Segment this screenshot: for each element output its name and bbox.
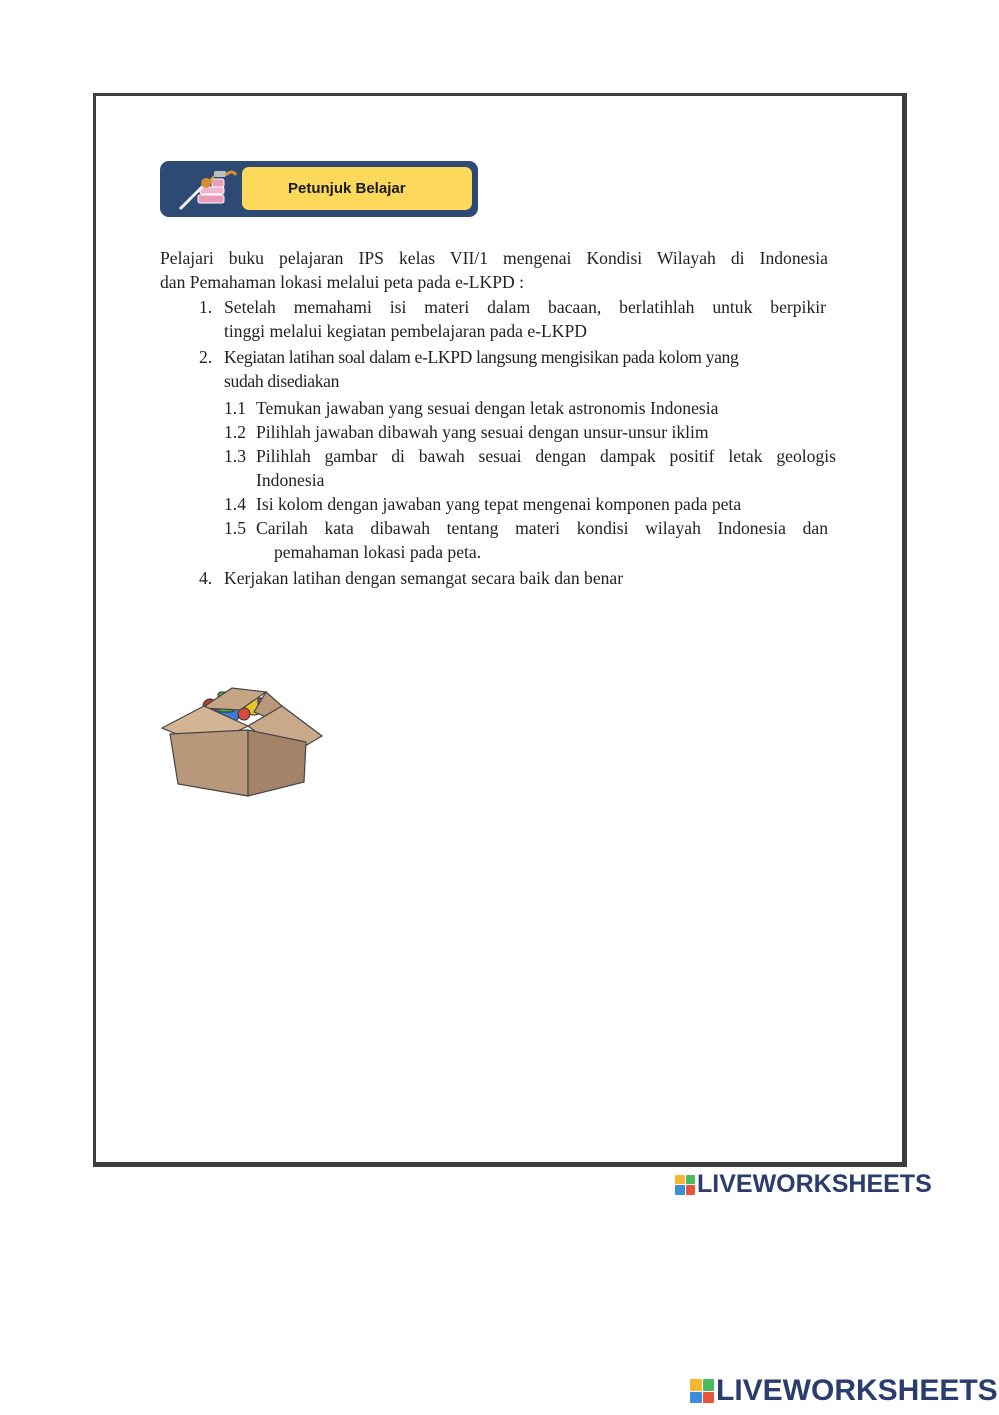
study-tools-icon [168,165,240,213]
list-item-number: 1.1 [224,398,246,418]
liveworksheets-logo-icon [690,1379,714,1403]
list-item-text: pemahaman lokasi pada peta. [274,542,482,562]
toy-box-icon [158,684,326,798]
list-item-text: sudah disediakan [224,371,340,391]
list-item [199,295,829,343]
liveworksheets-logo-icon [675,1175,695,1195]
list-item-text: Indonesia [256,470,325,490]
list-item-number: 4. [199,568,213,588]
list-item [224,420,834,444]
list-item [199,566,829,590]
list-item [199,345,829,393]
list-item [224,444,836,492]
list-item-number: 1.3 [224,446,246,466]
list-item [224,516,828,564]
list-item-number: 1.2 [224,422,246,442]
list-item-number: 1.5 [224,518,246,538]
list-item-text: Carilah kata dibawah tentang materi kondisi wilayah Indonesia dan [256,518,828,538]
list-item-text: Isi kolom dengan jawaban yang tepat mengenai komponen pada peta [256,494,742,514]
liveworksheets-logo-text: LIVEWORKSHEETS [716,1374,998,1407]
list-item-text: Temukan jawaban yang sesuai dengan letak astronomis Indonesia [256,398,719,418]
list-item [224,492,834,516]
list-item-text: Pilihlah jawaban dibawah yang sesuai dengan unsur-unsur iklim [256,422,709,442]
list-item-number: 1. [199,297,213,317]
intro-line-2: dan Pemahaman lokasi melalui peta pada e-LKPD : [160,272,524,292]
list-item [224,396,834,420]
section-header-label-box [242,167,472,210]
list-item-text: Setelah memahami isi materi dalam bacaan, berlatihlah untuk berpikir [224,297,826,317]
list-item-text: Kerjakan latihan dengan semangat secara baik dan benar [224,568,624,588]
liveworksheets-logo [690,1374,998,1408]
list-item-number: 2. [199,347,213,367]
list-item-text: tinggi melalui kegiatan pembelajaran pada e-LKPD [224,321,587,341]
list-item-number: 1.4 [224,494,246,514]
section-header-title: Petunjuk Belajar [288,180,406,197]
intro-paragraph [160,246,828,294]
list-item-text: Pilihlah gambar di bawah sesuai dengan dampak positif letak geologis [256,446,836,466]
intro-line-1: Pelajari buku pelajaran IPS kelas VII/1 mengenai Kondisi Wilayah di Indonesia [160,248,828,268]
section-header [160,161,478,217]
liveworksheets-logo [675,1170,932,1199]
list-item-text: Kegiatan latihan soal dalam e-LKPD langsung mengisikan pada kolom yang [224,347,739,367]
liveworksheets-logo-text: LIVEWORKSHEETS [697,1170,932,1198]
